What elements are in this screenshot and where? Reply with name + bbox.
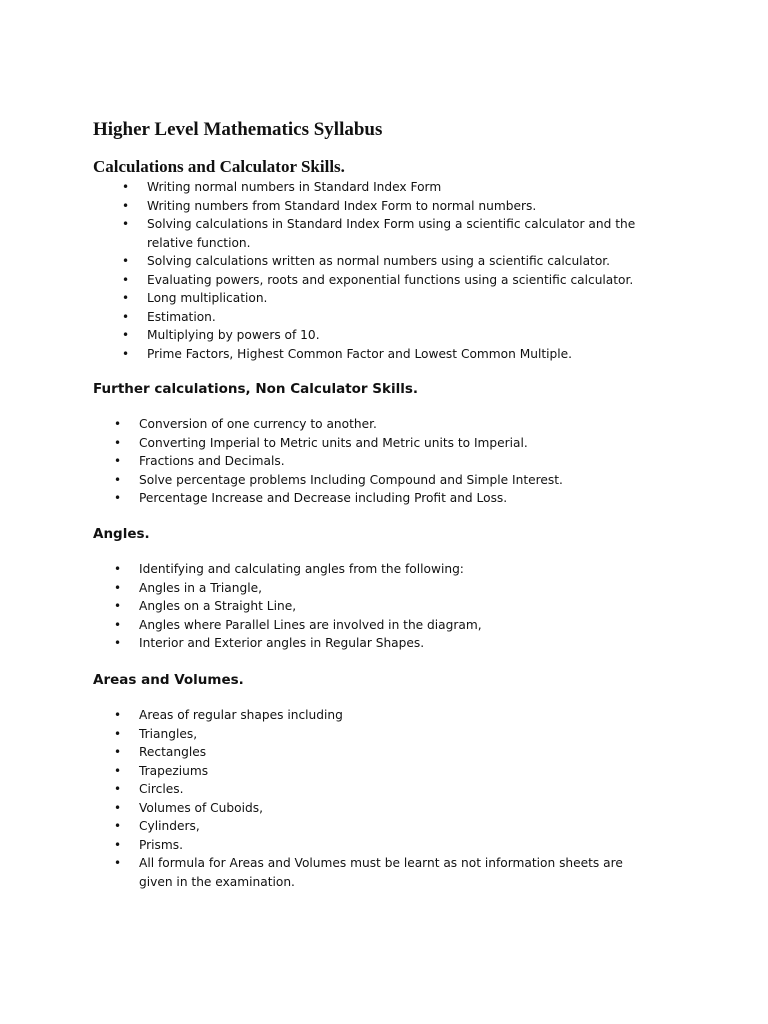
list-item <box>114 799 659 818</box>
bullet-icon: • <box>114 417 122 431</box>
list-item-text: Areas of regular shapes including <box>139 708 343 722</box>
list-item-text: Prime Factors, Highest Common Factor and Lowest Common Multiple. <box>147 346 572 361</box>
bullet-list-angles <box>114 560 659 653</box>
list-item <box>114 762 659 781</box>
list-item <box>114 706 659 725</box>
list-item <box>114 725 659 744</box>
list-item-text: Percentage Increase and Decrease including Profit and Loss. <box>139 491 508 505</box>
bullet-list-further-calculations <box>114 415 659 508</box>
bullet-icon: • <box>122 346 130 361</box>
bullet-icon: • <box>114 435 122 450</box>
list-item-text: Rectangles <box>139 745 207 759</box>
list-item-text: Long multiplication. <box>147 291 268 305</box>
bullet-icon: • <box>114 763 122 778</box>
document-title: Higher Level Mathematics Syllabus <box>93 119 383 140</box>
bullet-icon: • <box>114 617 122 632</box>
list-item-text: Evaluating powers, roots and exponential functions using a scientific calculator. <box>147 272 634 287</box>
bullet-icon: • <box>114 708 122 722</box>
list-item <box>114 579 659 598</box>
bullet-icon: • <box>114 562 122 576</box>
bullet-icon: • <box>122 309 130 324</box>
bullet-icon: • <box>114 819 122 833</box>
list-item <box>122 308 667 327</box>
bullet-icon: • <box>114 856 122 870</box>
section-heading-areas-volumes: Areas and Volumes. <box>93 672 244 688</box>
list-item <box>114 471 659 490</box>
bullet-icon: • <box>114 837 122 852</box>
list-item-text: Identifying and calculating angles from the following: <box>139 562 464 576</box>
list-item-text: Fractions and Decimals. <box>139 454 285 468</box>
list-item-text: Writing numbers from Standard Index Form to normal numbers. <box>147 198 537 213</box>
bullet-icon: • <box>114 454 122 468</box>
list-item-text: Prisms. <box>139 837 183 852</box>
list-item <box>122 252 667 271</box>
bullet-icon: • <box>114 745 122 759</box>
list-item <box>122 326 667 345</box>
list-item-text: Cylinders, <box>139 819 200 833</box>
bullet-icon: • <box>114 472 122 487</box>
list-item-text: Triangles, <box>139 726 198 741</box>
list-item-text: Conversion of one currency to another. <box>139 417 377 431</box>
list-item <box>122 345 667 364</box>
section-heading-further-calculations: Further calculations, Non Calculator Skills. <box>93 381 419 397</box>
list-item-text: Solving calculations written as normal numbers using a scientific calculator. <box>147 254 611 268</box>
bullet-icon: • <box>114 580 122 595</box>
list-item-text: Volumes of Cuboids, <box>139 800 263 815</box>
list-item <box>114 597 659 616</box>
list-item <box>114 616 659 635</box>
bullet-icon: • <box>114 782 122 796</box>
list-item-text: Writing normal numbers in Standard Index Form <box>147 180 442 194</box>
section-heading-angles: Angles. <box>93 526 150 542</box>
section-heading-calculations: Calculations and Calculator Skills. <box>93 157 345 176</box>
list-item <box>114 743 659 762</box>
bullet-icon: • <box>122 180 130 194</box>
bullet-icon: • <box>122 291 130 305</box>
list-item-text: Interior and Exterior angles in Regular Shapes. <box>139 636 425 650</box>
list-item <box>122 197 667 216</box>
list-item <box>114 452 659 471</box>
list-item <box>114 560 659 579</box>
bullet-icon: • <box>114 636 122 650</box>
bullet-icon: • <box>114 599 122 613</box>
list-item <box>114 489 659 508</box>
bullet-icon: • <box>114 726 122 741</box>
bullet-icon: • <box>122 198 130 213</box>
list-item-text: Angles where Parallel Lines are involved in the diagram, <box>139 617 482 632</box>
list-item <box>114 817 659 836</box>
list-item <box>122 178 667 197</box>
list-item <box>114 434 659 453</box>
list-item-text: Angles in a Triangle, <box>139 580 262 595</box>
list-item <box>122 215 667 252</box>
list-item-text: Converting Imperial to Metric units and Metric units to Imperial. <box>139 435 528 450</box>
list-item-text: Circles. <box>139 782 184 796</box>
list-item-text: Trapeziums <box>139 763 209 778</box>
list-item <box>114 780 659 799</box>
list-item-text: Angles on a Straight Line, <box>139 599 297 613</box>
list-item <box>114 634 659 653</box>
bullet-icon: • <box>122 254 130 268</box>
bullet-icon: • <box>122 217 130 231</box>
list-item <box>114 836 659 855</box>
list-item <box>114 854 659 891</box>
bullet-icon: • <box>114 800 122 815</box>
list-item <box>122 271 667 290</box>
bullet-icon: • <box>122 328 130 342</box>
list-item <box>122 289 667 308</box>
list-item-text: Estimation. <box>147 309 216 324</box>
bullet-list-calculations <box>122 178 667 363</box>
bullet-icon: • <box>114 491 122 505</box>
list-item-text: Solving calculations in Standard Index Form using a scientific calculator and the relative function. <box>147 217 636 250</box>
bullet-list-areas-volumes <box>114 706 659 891</box>
list-item <box>114 415 659 434</box>
list-item-text: Multiplying by powers of 10. <box>147 328 320 342</box>
bullet-icon: • <box>122 272 130 287</box>
list-item-text: All formula for Areas and Volumes must be learnt as not information sheets are given in the examination. <box>139 856 623 889</box>
list-item-text: Solve percentage problems Including Compound and Simple Interest. <box>139 472 563 487</box>
